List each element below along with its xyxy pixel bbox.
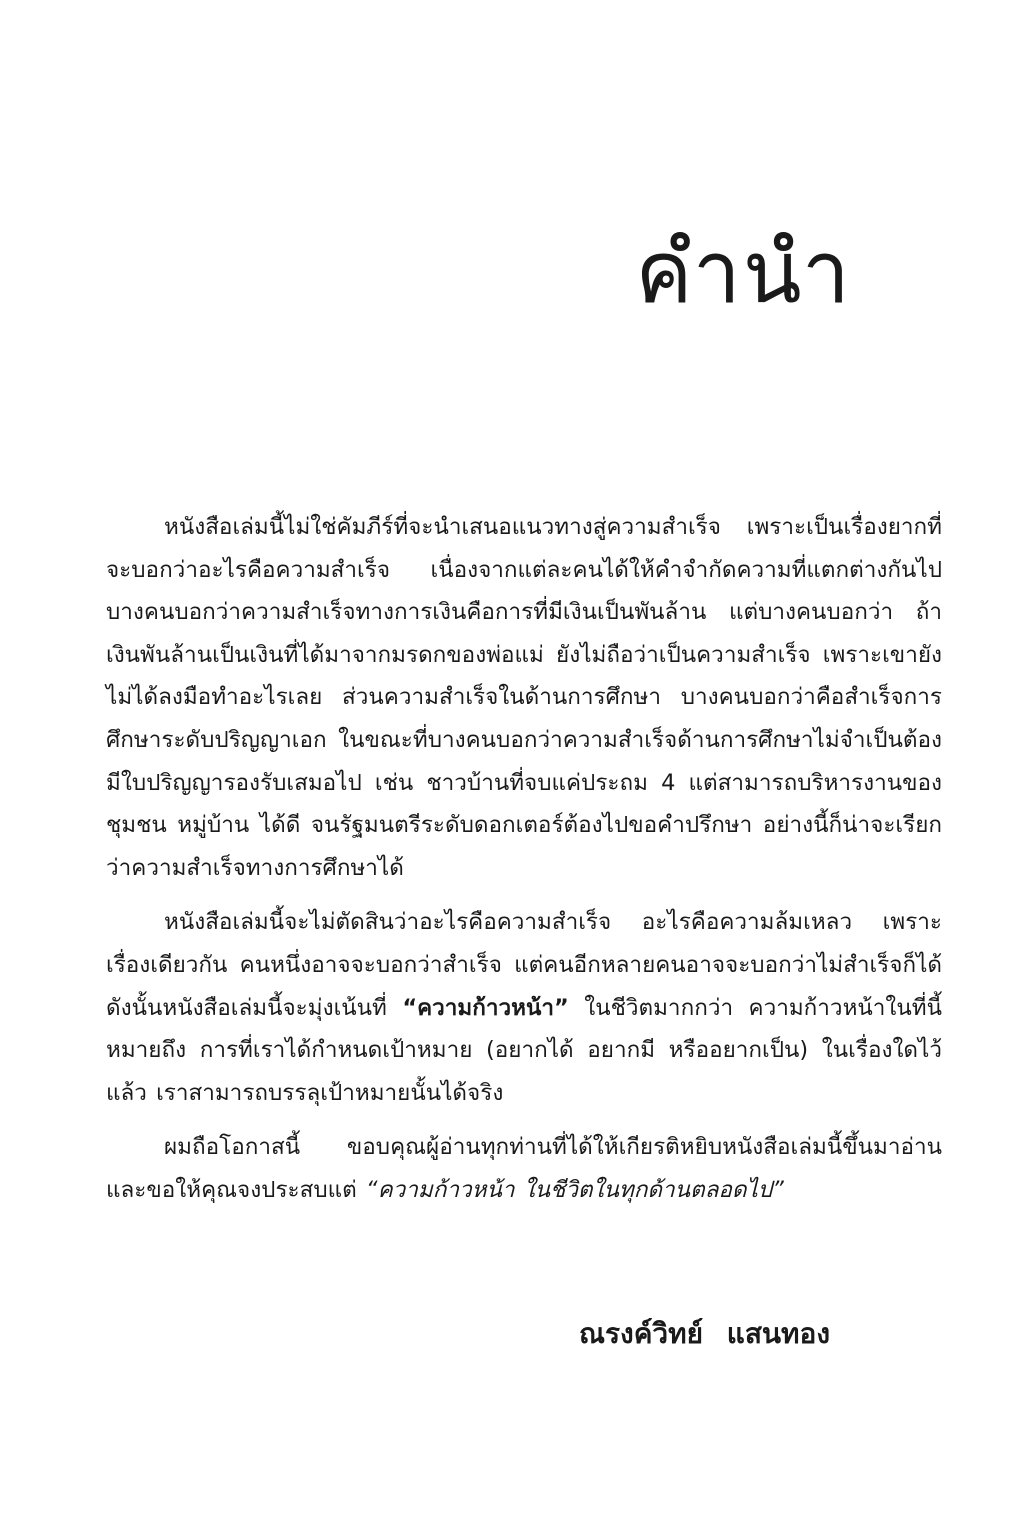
page-title: คำนำ xyxy=(635,223,852,323)
paragraph-2-text-after: ในชีวิตมากกว่า ความก้าวหน้าในที่นี้หมายถึง การที่เราได้กำหนดเป้าหมาย (อยากได้ อยากมี หรืออยากเป็น) ในเรื่องใดไว้แล้ว เราสามารถบรรลุเป้าหมายนั้นได้จริง xyxy=(106,994,942,1106)
author-signature: ณรงค์วิทย์ แสนทอง xyxy=(579,1317,830,1350)
paragraph-2 xyxy=(106,901,942,1114)
paragraph-2-text-before: หนังสือเล่มนี้จะไม่ตัดสินว่าอะไรคือความสำเร็จ อะไรคือความล้มเหลว เพราะเรื่องเดียวกัน คนหนึ่งอาจจะบอกว่าสำเร็จ แต่คนอีกหลายคนอาจจะบอกว่าไม่สำเร็จก็ได้ ดังนั้นหนังสือเล่มนี้จะมุ่งเน้นที่ xyxy=(106,909,942,1021)
paragraph-2-emphasis: “ความก้าวหน้า” xyxy=(402,994,569,1021)
paragraph-1-text: หนังสือเล่มนี้ไม่ใช่คัมภีร์ที่จะนำเสนอแนวทางสู่ความสำเร็จ เพราะเป็นเรื่องยากที่จะบอกว่าอะไรคือความสำเร็จ เนื่องจากแต่ละคนได้ให้คำจำกัดความที่แตกต่างกันไป บางคนบอกว่าความสำเร็จทางการเงินคือการที่มีเงินเป็นพันล้าน แต่บางคนบอกว่า ถ้าเงินพันล้านเป็นเงินที่ได้มาจากมรดกของพ่อแม่ ยังไม่ถือว่าเป็นความสำเร็จ เพราะเขายังไม่ได้ลงมือทำอะไรเลย ส่วนความสำเร็จในด้านการศึกษา บางคนบอกว่าคือสำเร็จการศึกษาระดับปริญญาเอก ในขณะที่บางคนบอกว่าความสำเร็จด้านการศึกษาไม่จำเป็นต้องมีใบปริญญารองรับเสมอไป เช่น ชาวบ้านที่จบแค่ประถม 4 แต่สามารถบริหารงานของชุมชน หมู่บ้าน ได้ดี จนรัฐมนตรีระดับดอกเตอร์ต้องไปขอคำปรึกษา อย่างนี้ก็น่าจะเรียกว่าความสำเร็จทางการศึกษาได้ xyxy=(106,514,942,881)
paragraph-3 xyxy=(106,1126,942,1211)
paragraph-3-quote: “ความก้าวหน้า ในชีวิตในทุกด้านตลอดไป” xyxy=(365,1176,784,1203)
paragraph-3-text-before: ผมถือโอกาสนี้ ขอบคุณผู้อ่านทุกท่านที่ได้ให้เกียรติหยิบหนังสือเล่มนี้ขึ้นมาอ่าน และขอให้คุณจงประสบแต่ xyxy=(106,1134,942,1203)
body-text xyxy=(106,506,942,1224)
paragraph-1 xyxy=(106,506,942,889)
